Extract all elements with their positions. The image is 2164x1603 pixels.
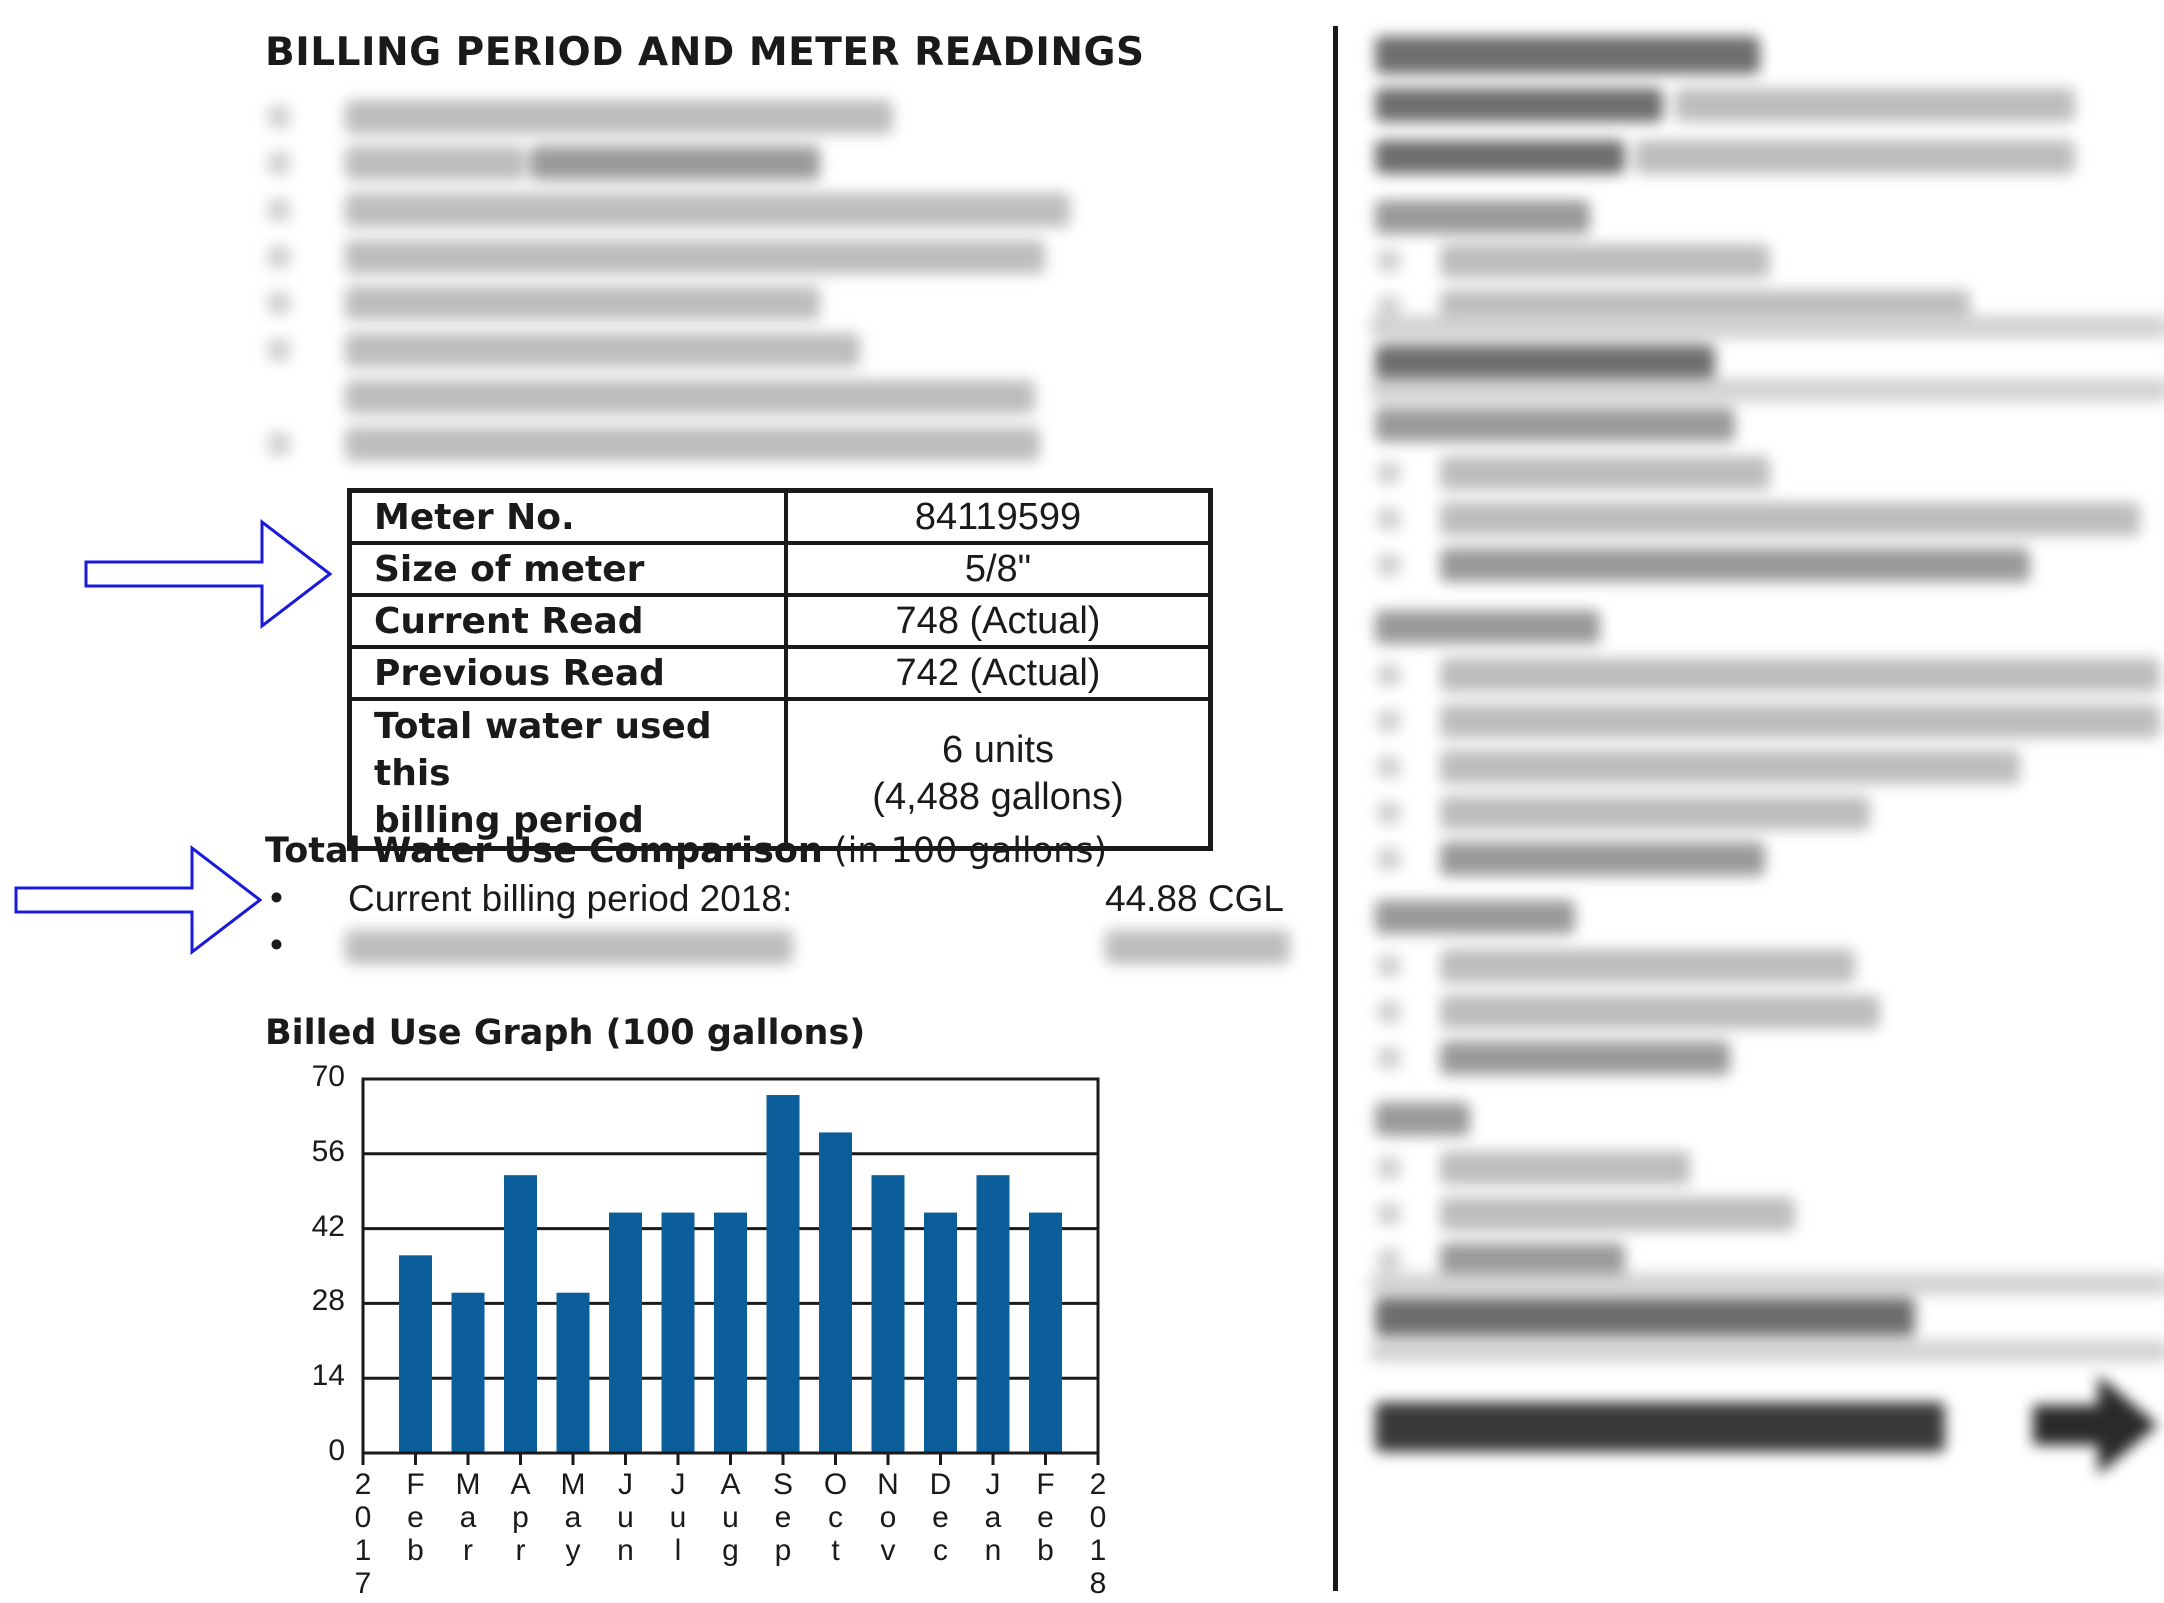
bar xyxy=(977,1175,1010,1453)
total-water-label-line2: billing period xyxy=(374,800,644,841)
comparison-title-unit: (in 100 gallons) xyxy=(822,831,1108,871)
bar xyxy=(557,1293,590,1453)
bar xyxy=(504,1175,537,1453)
x-tick-label: D e c xyxy=(929,1468,952,1567)
bar xyxy=(819,1132,852,1453)
x-tick-label: F e b xyxy=(1036,1468,1055,1567)
current-read-value: 748 (Actual) xyxy=(786,595,1211,647)
y-tick-label: 42 xyxy=(311,1209,345,1243)
x-tick-label: A p r xyxy=(510,1468,531,1567)
x-tick-label: M a r xyxy=(455,1468,481,1567)
x-tick-label: O c t xyxy=(823,1468,848,1567)
current-read-label: Current Read xyxy=(350,595,787,647)
bar xyxy=(714,1213,747,1453)
section-heading: BILLING PERIOD AND METER READINGS xyxy=(265,30,1145,75)
x-tick-label: F e b xyxy=(406,1468,425,1567)
y-tick-label: 0 xyxy=(328,1434,345,1467)
x-tick-label: J u n xyxy=(617,1468,634,1567)
y-tick-label: 56 xyxy=(311,1134,345,1168)
x-tick-label: J a n xyxy=(984,1468,1002,1567)
total-water-units: 6 units xyxy=(942,728,1054,771)
previous-read-value: 742 (Actual) xyxy=(786,647,1211,699)
bar xyxy=(872,1175,905,1453)
bullet: • xyxy=(270,877,283,918)
bar xyxy=(452,1293,485,1453)
current-period-value: 44.88 CGL xyxy=(1105,878,1284,919)
total-water-label-line1: Total water used this xyxy=(374,706,712,794)
current-period-label: Current billing period 2018: xyxy=(348,878,793,919)
x-tick-label: J u l xyxy=(669,1468,687,1567)
total-water-gallons: (4,488 gallons) xyxy=(872,775,1124,818)
bar xyxy=(1029,1213,1062,1453)
column-divider xyxy=(1333,26,1338,1591)
x-tick-label: A u g xyxy=(720,1468,741,1567)
x-tick-label: N o v xyxy=(877,1468,899,1567)
comparison-title-bold: Total Water Use Comparison xyxy=(265,831,823,871)
bar xyxy=(924,1213,957,1453)
y-tick-label: 14 xyxy=(311,1359,345,1393)
y-tick-label: 70 xyxy=(311,1060,345,1093)
bar xyxy=(662,1213,695,1453)
meter-number-label: Meter No. xyxy=(350,491,787,544)
meter-number-value: 84119599 xyxy=(786,491,1211,544)
bar xyxy=(767,1095,800,1453)
x-tick-label: 2 0 1 7 xyxy=(354,1468,372,1600)
bar xyxy=(399,1255,432,1453)
x-tick-label: S e p xyxy=(772,1468,793,1567)
bullet: • xyxy=(270,924,283,965)
previous-read-label: Previous Read xyxy=(350,647,787,699)
bar xyxy=(609,1213,642,1453)
meter-size-label: Size of meter xyxy=(350,543,787,595)
meter-size-value: 5/8" xyxy=(786,543,1211,595)
y-tick-label: 28 xyxy=(311,1284,345,1318)
x-tick-label: 2 0 1 8 xyxy=(1089,1468,1107,1600)
x-tick-label: M a y xyxy=(560,1468,586,1567)
graph-title: Billed Use Graph (100 gallons) xyxy=(265,1013,866,1053)
